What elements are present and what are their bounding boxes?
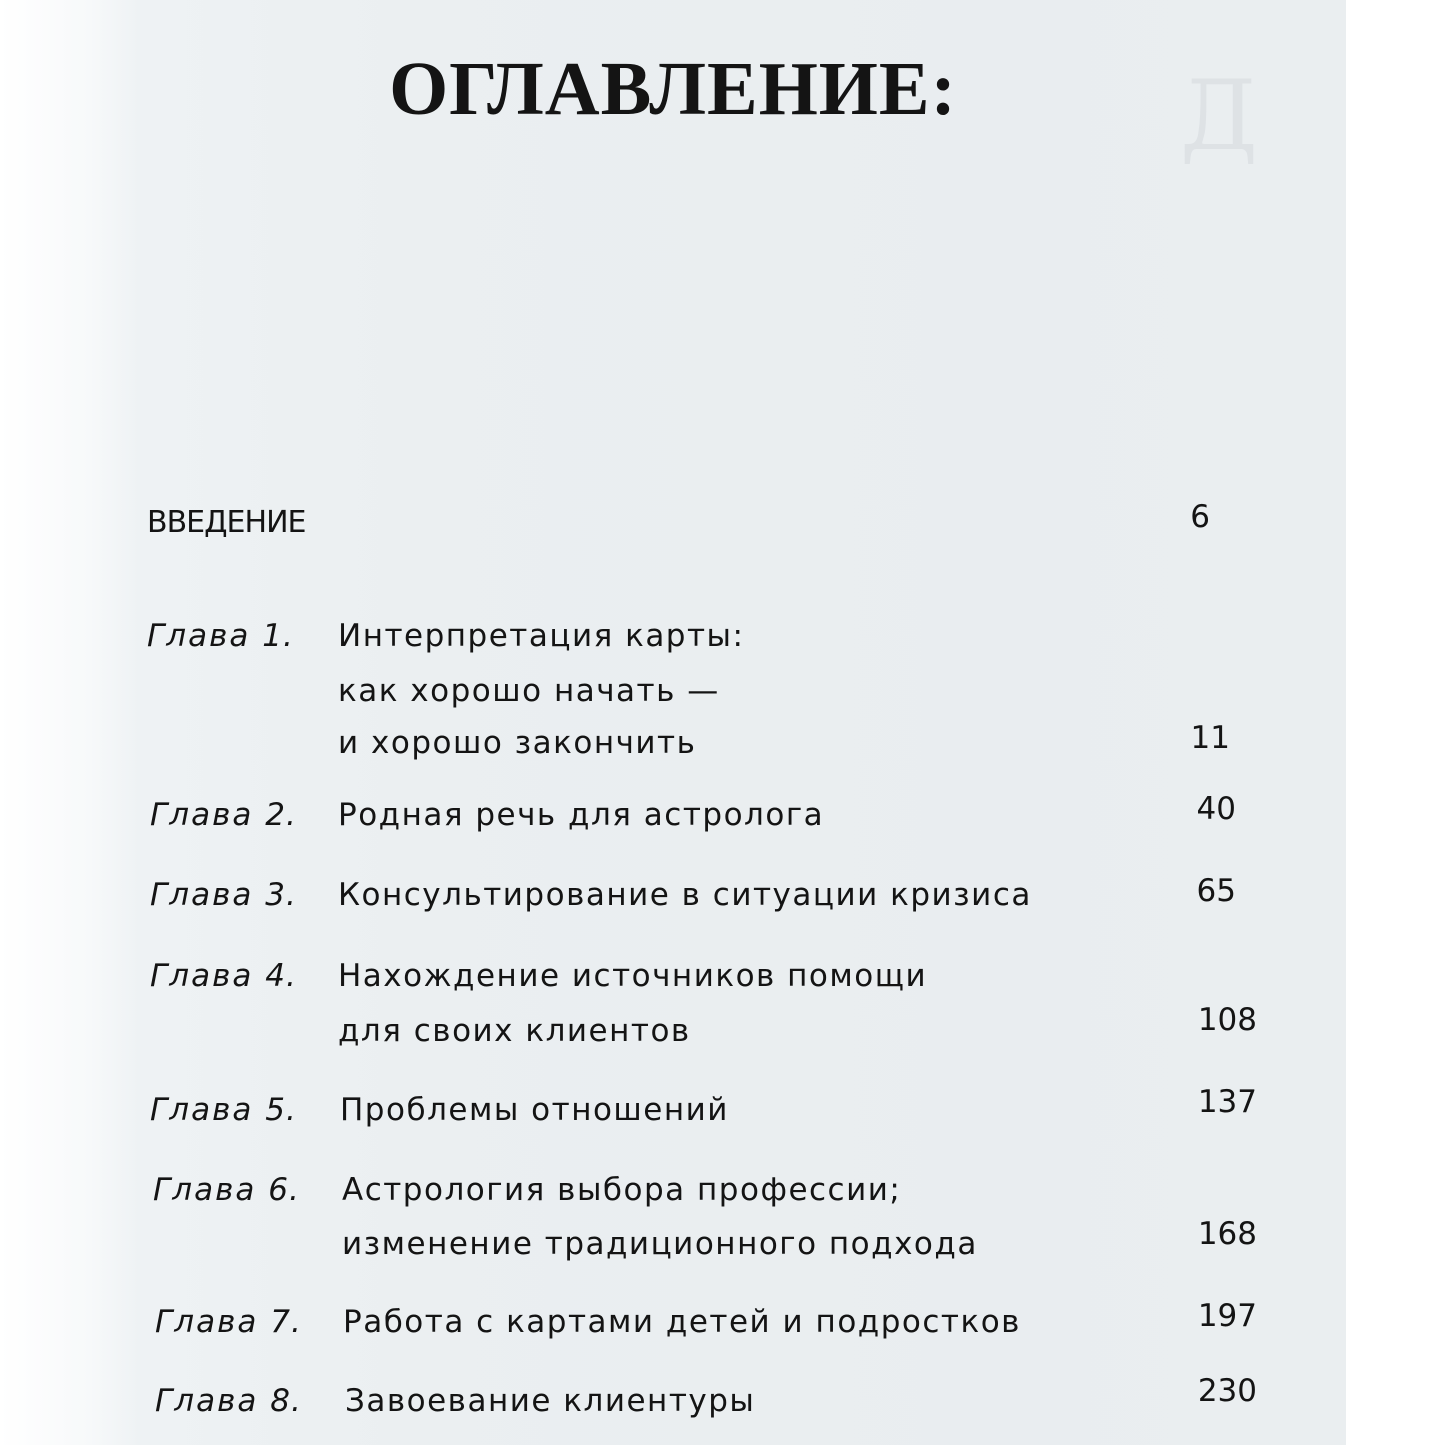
toc-page-number: 197 bbox=[1197, 1298, 1257, 1334]
chapter-title-line: как хорошо начать — bbox=[338, 673, 720, 709]
toc-page-number: 65 bbox=[1196, 873, 1236, 909]
chapter-number: 1. bbox=[262, 618, 294, 654]
chapter-title-line: Консультирование в ситуации кризиса bbox=[338, 877, 1032, 913]
chapter-title-line: Нахождение источников помощи bbox=[338, 958, 928, 994]
chapter-number: 8. bbox=[270, 1383, 302, 1419]
chapter-prefix: Глава bbox=[155, 1383, 259, 1419]
chapter-title-line: и хорошо закончить bbox=[338, 725, 697, 761]
chapter-number: 3. bbox=[265, 877, 297, 913]
toc-entry-chapter-4[interactable] bbox=[0, 958, 1346, 1048]
chapter-label bbox=[153, 1172, 300, 1208]
bleed-through-text bbox=[410, 250, 430, 324]
chapter-number: 4. bbox=[265, 958, 297, 994]
chapter-label bbox=[155, 1304, 302, 1340]
toc-entry-chapter-5[interactable] bbox=[0, 1084, 1346, 1132]
toc-entry-chapter-2[interactable] bbox=[0, 791, 1346, 837]
toc-entry-chapter-8[interactable] bbox=[0, 1373, 1346, 1423]
chapter-number: 2. bbox=[265, 797, 297, 833]
toc-entry-introduction[interactable] bbox=[0, 499, 1346, 545]
toc-entry-chapter-3[interactable] bbox=[0, 873, 1346, 917]
toc-page-number: 40 bbox=[1196, 791, 1236, 827]
toc-page-number: 168 bbox=[1197, 1216, 1257, 1252]
chapter-prefix: Глава bbox=[150, 877, 254, 913]
chapter-prefix: Глава bbox=[147, 618, 251, 654]
chapter-title-line: Родная речь для астролога bbox=[338, 797, 825, 833]
chapter-title-line: Проблемы отношений bbox=[340, 1092, 729, 1128]
toc-entry-label: ВВЕДЕНИЕ bbox=[147, 505, 306, 540]
chapter-label bbox=[150, 958, 297, 994]
toc-entry-chapter-6[interactable] bbox=[0, 1172, 1346, 1262]
chapter-title-line: Завоевание клиентуры bbox=[345, 1383, 756, 1419]
toc-page-number: 137 bbox=[1197, 1084, 1257, 1120]
chapter-prefix: Глава bbox=[153, 1172, 257, 1208]
toc-page-number: 6 bbox=[1190, 499, 1210, 535]
chapter-title-line: для своих клиентов bbox=[338, 1013, 691, 1049]
page-title: ОГЛАВЛЕНИЕ: bbox=[389, 47, 957, 131]
chapter-title-line: Астрология выбора профессии; bbox=[342, 1172, 902, 1208]
chapter-number: 7. bbox=[270, 1304, 302, 1340]
chapter-label bbox=[147, 618, 294, 654]
toc-page-number: 108 bbox=[1197, 1002, 1257, 1038]
toc-page-number: 230 bbox=[1197, 1373, 1257, 1409]
bleed-through-text: Д bbox=[1180, 60, 1259, 172]
chapter-number: 5. bbox=[265, 1092, 297, 1128]
chapter-prefix: Глава bbox=[150, 797, 254, 833]
chapter-number: 6. bbox=[268, 1172, 300, 1208]
chapter-prefix: Глава bbox=[155, 1304, 259, 1340]
toc-entry-chapter-1[interactable] bbox=[0, 618, 1346, 761]
chapter-label bbox=[150, 797, 297, 833]
chapter-label bbox=[150, 1092, 297, 1128]
chapter-title-line: Интерпретация карты: bbox=[338, 618, 745, 654]
toc-entry-chapter-7[interactable] bbox=[0, 1298, 1346, 1344]
chapter-label bbox=[155, 1383, 302, 1419]
chapter-prefix: Глава bbox=[150, 1092, 254, 1128]
chapter-prefix: Глава bbox=[150, 958, 254, 994]
toc-page-number: 11 bbox=[1190, 720, 1230, 756]
chapter-label bbox=[150, 877, 297, 913]
chapter-title-line: изменение традиционного подхода bbox=[342, 1226, 978, 1262]
chapter-title-line: Работа с картами детей и подростков bbox=[343, 1304, 1021, 1340]
